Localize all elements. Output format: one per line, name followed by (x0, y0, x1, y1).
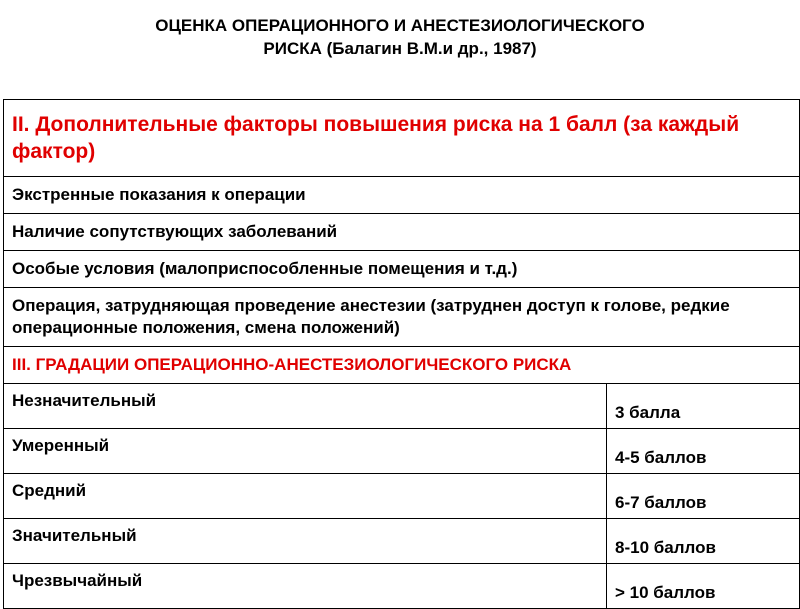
grade-score: 8-10 баллов (607, 519, 800, 564)
page-title-line-2: РИСКА (Балагин В.М.и др., 1987) (263, 39, 537, 58)
page-title-line-1: ОЦЕНКА ОПЕРАЦИОННОГО И АНЕСТЕЗИОЛОГИЧЕСКОГО (155, 16, 645, 35)
risk-table (3, 99, 800, 609)
table-row (4, 347, 800, 384)
page-title (0, 14, 800, 60)
section-additional-heading: II. Дополнительные факторы повышения риска на 1 балл (за каждый фактор) (4, 100, 800, 177)
table-row (4, 214, 800, 251)
table-row (4, 519, 800, 564)
table-row (4, 177, 800, 214)
grade-score: > 10 баллов (607, 564, 800, 609)
factor-item: Особые условия (малоприспособленные помещения и т.д.) (4, 251, 800, 288)
grade-label: Незначительный (4, 384, 607, 429)
grade-label: Умеренный (4, 429, 607, 474)
table-row (4, 100, 800, 177)
table-row (4, 429, 800, 474)
grade-score: 3 балла (607, 384, 800, 429)
table-row (4, 288, 800, 347)
table-row (4, 564, 800, 609)
grade-score: 4-5 баллов (607, 429, 800, 474)
factor-item: Экстренные показания к операции (4, 177, 800, 214)
table-row (4, 474, 800, 519)
factor-item: Наличие сопутствующих заболеваний (4, 214, 800, 251)
table-row (4, 384, 800, 429)
grade-label: Чрезвычайный (4, 564, 607, 609)
grade-label: Средний (4, 474, 607, 519)
table-row (4, 251, 800, 288)
grade-score: 6-7 баллов (607, 474, 800, 519)
section-grades-heading: III. ГРАДАЦИИ ОПЕРАЦИОННО-АНЕСТЕЗИОЛОГИЧЕСКОГО РИСКА (4, 347, 800, 384)
grade-label: Значительный (4, 519, 607, 564)
factor-item: Операция, затрудняющая проведение анестезии (затруднен доступ к голове, редкие операционные положения, смена положений) (4, 288, 800, 347)
